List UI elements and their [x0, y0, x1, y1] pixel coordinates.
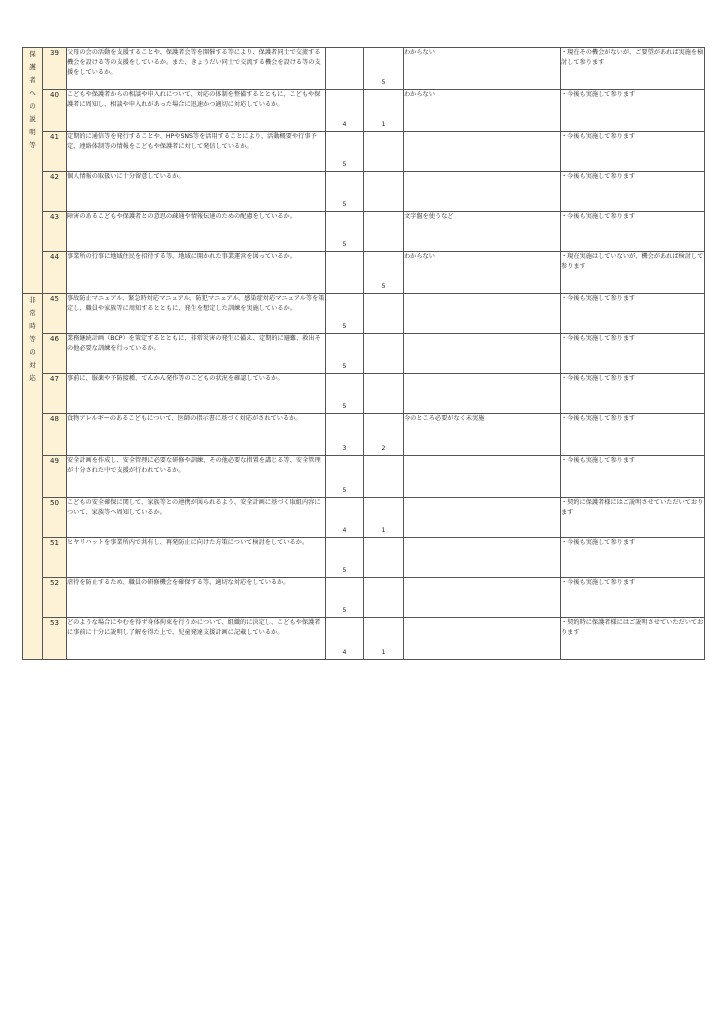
facility-response-cell: [561, 538, 705, 578]
yes-count-cell: [326, 90, 364, 132]
item-number: 53: [50, 619, 59, 627]
question-text-cell: [67, 334, 326, 374]
facility-response-cell: [561, 212, 705, 252]
yes-count: 4: [342, 649, 347, 656]
yes-count: 5: [342, 201, 347, 208]
yes-count: 3: [342, 445, 347, 452]
facility-response-cell: [561, 132, 705, 172]
yes-count: 5: [342, 607, 347, 614]
table-row: [23, 498, 705, 538]
facility-response: ・今後も実施して参ります: [561, 173, 636, 180]
yes-count: 5: [342, 323, 347, 330]
facility-response-cell: [561, 578, 705, 618]
no-count-cell: [364, 578, 404, 618]
table-row: [23, 294, 705, 334]
yes-count-cell: [326, 172, 364, 212]
facility-response: ・今後も実施して参ります: [561, 579, 636, 586]
section-label: 保護者への説明等: [29, 50, 36, 149]
parent-note-cell: [404, 172, 561, 212]
question-text: 父母の会の活動を支援することや、保護者会等を開催する等により、保護者同士で交流する機会を設ける等の支援をしているか。また、きょうだい同士で交流する機会を設ける等の支援をしているか。: [67, 49, 321, 76]
item-number-cell: [43, 172, 67, 212]
question-text: 障害のあるこどもや保護者との意思の疎通や情報伝達のための配慮をしているか。: [67, 213, 296, 220]
facility-response-cell: [561, 334, 705, 374]
question-text: 安全計画を作成し、安全管理に必要な研修や訓練、その他必要な措置を講じる等、安全管理が十分された中で支援が行われているか。: [67, 457, 321, 474]
question-text-cell: [67, 294, 326, 334]
item-number-cell: [43, 374, 67, 414]
no-count-cell: [364, 90, 404, 132]
parent-note-cell: [404, 456, 561, 498]
question-text: ヒヤリハットを事業所内で共有し、再発防止に向けた方策について検討をしているか。: [67, 539, 309, 546]
table-row: [23, 618, 705, 660]
yes-count-cell: [326, 132, 364, 172]
table-row: [23, 172, 705, 212]
parent-note: 今のところ必要がなく未実施: [404, 415, 485, 422]
facility-response-cell: [561, 252, 705, 294]
facility-response-cell: [561, 374, 705, 414]
question-text: どのような場合にやむを得ず身体拘束を行うかについて、組織的に決定し、こどもや保護者に事前に十分に説明し了解を得た上で、児童発達支援計画に記載しているか。: [67, 619, 321, 636]
facility-response: ・現在実施はしていないが、機会があれば検討して参ります: [561, 253, 704, 270]
section-label-cell: [23, 48, 43, 294]
yes-count-cell: [326, 498, 364, 538]
item-number-cell: [43, 48, 67, 90]
no-count: 1: [381, 121, 386, 128]
item-number-cell: [43, 252, 67, 294]
question-text: 業務継続計画（BCP）を策定するとともに、非常災害の発生に備え、定期的に避難、救出その他必要な訓練を行っているか。: [67, 335, 321, 352]
item-number: 52: [50, 579, 59, 587]
question-text-cell: [67, 618, 326, 660]
yes-count: 5: [342, 363, 347, 370]
no-count-cell: [364, 456, 404, 498]
yes-count: 5: [342, 403, 347, 410]
parent-note: わからない: [404, 91, 435, 98]
no-count-cell: [364, 498, 404, 538]
yes-count-cell: [326, 414, 364, 456]
yes-count: 4: [342, 121, 347, 128]
parent-note-cell: [404, 374, 561, 414]
item-number: 46: [50, 335, 59, 343]
facility-response-cell: [561, 294, 705, 334]
table-row: [23, 132, 705, 172]
no-count-cell: [364, 538, 404, 578]
question-text-cell: [67, 172, 326, 212]
no-count-cell: [364, 334, 404, 374]
yes-count-cell: [326, 618, 364, 660]
table-row: [23, 414, 705, 456]
item-number: 42: [50, 173, 59, 181]
parent-note-cell: [404, 132, 561, 172]
item-number-cell: [43, 538, 67, 578]
no-count-cell: [364, 374, 404, 414]
parent-note: わからない: [404, 49, 435, 56]
item-number-cell: [43, 498, 67, 538]
yes-count-cell: [326, 48, 364, 90]
facility-response-cell: [561, 90, 705, 132]
facility-response-cell: [561, 48, 705, 90]
question-text: 事業所の行事に地域住民を招待する等、地域に開かれた事業運営を図っているか。: [67, 253, 296, 260]
evaluation-table: [22, 47, 705, 660]
section-label-cell: [23, 294, 43, 660]
no-count: 2: [381, 445, 386, 452]
table-row: [23, 456, 705, 498]
item-number-cell: [43, 456, 67, 498]
item-number-cell: [43, 414, 67, 456]
no-count: 1: [381, 649, 386, 656]
no-count-cell: [364, 294, 404, 334]
no-count: 5: [381, 283, 386, 290]
question-text-cell: [67, 498, 326, 538]
question-text-cell: [67, 212, 326, 252]
parent-note-cell: [404, 538, 561, 578]
section-label: 非常時等の対応: [29, 296, 36, 382]
item-number: 43: [50, 213, 59, 221]
item-number: 41: [50, 133, 59, 141]
parent-note-cell: [404, 414, 561, 456]
facility-response-cell: [561, 172, 705, 212]
question-text-cell: [67, 374, 326, 414]
yes-count-cell: [326, 456, 364, 498]
parent-note: わからない: [404, 253, 435, 260]
facility-response: ・今後も実施して参ります: [561, 415, 636, 422]
item-number-cell: [43, 334, 67, 374]
parent-note-cell: [404, 334, 561, 374]
no-count: 5: [381, 79, 386, 86]
facility-response: ・今後も実施して参ります: [561, 539, 636, 546]
yes-count: 5: [342, 567, 347, 574]
question-text-cell: [67, 538, 326, 578]
parent-note-cell: [404, 252, 561, 294]
item-number-cell: [43, 90, 67, 132]
question-text: 食物アレルギーのあるこどもについて、医師の指示書に基づく対応がされているか。: [67, 415, 302, 422]
yes-count-cell: [326, 294, 364, 334]
facility-response: ・今後も実施して参ります: [561, 335, 636, 342]
item-number-cell: [43, 294, 67, 334]
parent-note: 文字盤を使うなど: [404, 213, 454, 220]
item-number-cell: [43, 212, 67, 252]
yes-count: 4: [342, 527, 347, 534]
table-row: [23, 90, 705, 132]
facility-response: ・契約時に保護者様にはご説明させていただいております: [561, 619, 704, 636]
facility-response-cell: [561, 414, 705, 456]
no-count-cell: [364, 414, 404, 456]
item-number: 51: [50, 539, 59, 547]
question-text-cell: [67, 456, 326, 498]
item-number: 39: [50, 49, 59, 57]
table-row: [23, 374, 705, 414]
question-text: こどもや保護者からの相談や申入れについて、対応の体制を整備するとともに、こどもや保護者に周知し、相談や申入れがあった場合に迅速かつ適切に対応しているか。: [67, 91, 321, 108]
question-text-cell: [67, 90, 326, 132]
question-text: 個人情報の取扱いに十分留意しているか。: [67, 173, 185, 180]
table-row: [23, 212, 705, 252]
question-text: 定期的に通信等を発行することや、HPやSNS等を活用することにより、活動概要や行事予定、連絡体制等の情報をこどもや保護者に対して発信しているか。: [67, 133, 317, 150]
no-count-cell: [364, 132, 404, 172]
question-text-cell: [67, 414, 326, 456]
table-row: [23, 334, 705, 374]
facility-response: ・今後も実施して参ります: [561, 375, 636, 382]
parent-note-cell: [404, 212, 561, 252]
parent-note-cell: [404, 294, 561, 334]
item-number: 44: [50, 253, 59, 261]
facility-response: ・今後も実施して参ります: [561, 457, 636, 464]
item-number-cell: [43, 578, 67, 618]
table-row: [23, 48, 705, 90]
item-number: 49: [50, 457, 59, 465]
parent-note-cell: [404, 618, 561, 660]
item-number: 40: [50, 91, 59, 99]
question-text: 虐待を防止するため、職員の研修機会を確保する等、適切な対応をしているか。: [67, 579, 290, 586]
parent-note-cell: [404, 48, 561, 90]
question-text-cell: [67, 132, 326, 172]
table-row: [23, 538, 705, 578]
no-count-cell: [364, 212, 404, 252]
parent-note-cell: [404, 498, 561, 538]
question-text: 事前に、服薬や予防接種、てんかん発作等のこどもの状況を確認しているか。: [67, 375, 284, 382]
item-number: 45: [50, 295, 59, 303]
yes-count-cell: [326, 374, 364, 414]
question-text: 事故防止マニュアル、緊急時対応マニュアル、防犯マニュアル、感染症対応マニュアル等を策定し、職員や家族等に周知するとともに、発生を想定した訓練を実施しているか。: [67, 295, 325, 312]
yes-count-cell: [326, 578, 364, 618]
yes-count: 5: [342, 487, 347, 494]
yes-count: 5: [342, 161, 347, 168]
facility-response: ・今後も実施して参ります: [561, 213, 636, 220]
facility-response: ・現在その機会がないが、ご要望があれば実施を検討して参ります: [561, 49, 704, 66]
facility-response-cell: [561, 618, 705, 660]
parent-note-cell: [404, 90, 561, 132]
question-text-cell: [67, 578, 326, 618]
yes-count-cell: [326, 212, 364, 252]
parent-note-cell: [404, 578, 561, 618]
yes-count-cell: [326, 252, 364, 294]
table-row: [23, 252, 705, 294]
facility-response: ・今後も実施して参ります: [561, 133, 636, 140]
no-count-cell: [364, 172, 404, 212]
facility-response: ・今後も実施して参ります: [561, 91, 636, 98]
facility-response: ・今後も実施して参ります: [561, 295, 636, 302]
facility-response-cell: [561, 456, 705, 498]
item-number-cell: [43, 618, 67, 660]
table-row: [23, 578, 705, 618]
yes-count-cell: [326, 538, 364, 578]
item-number: 47: [50, 375, 59, 383]
yes-count-cell: [326, 334, 364, 374]
question-text: こどもの安全確保に関して、家族等との連携が図られるよう、安全計画に基づく取組内容について、家族等へ周知しているか。: [67, 499, 321, 516]
item-number: 50: [50, 499, 59, 507]
no-count-cell: [364, 48, 404, 90]
item-number-cell: [43, 132, 67, 172]
no-count: 1: [381, 527, 386, 534]
question-text-cell: [67, 252, 326, 294]
item-number: 48: [50, 415, 59, 423]
yes-count: 5: [342, 241, 347, 248]
facility-response-cell: [561, 498, 705, 538]
no-count-cell: [364, 252, 404, 294]
no-count-cell: [364, 618, 404, 660]
facility-response: ・契約に保護者様にはご説明させていただいております: [561, 499, 704, 516]
question-text-cell: [67, 48, 326, 90]
